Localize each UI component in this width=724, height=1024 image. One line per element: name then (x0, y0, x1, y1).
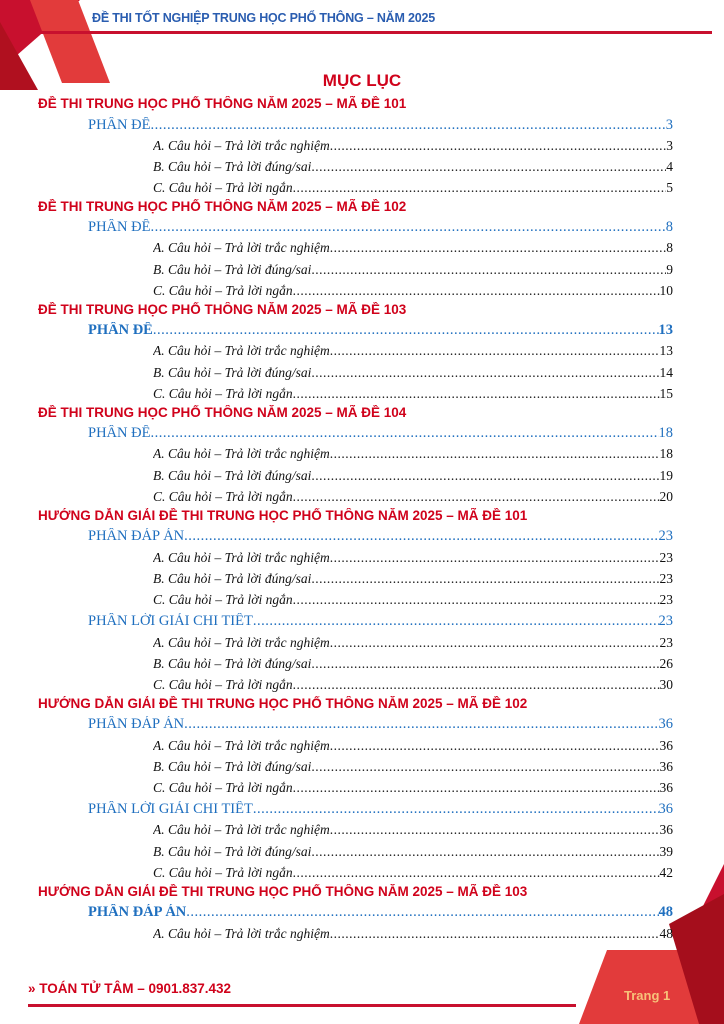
toc-entry-label: PHẦN ĐÁP ÁN (88, 716, 185, 732)
toc-leader-dots (153, 322, 659, 339)
toc-page-number: 10 (659, 283, 673, 298)
toc-entry-label: B. Câu hỏi – Trả lời đúng/sai (153, 365, 312, 380)
toc-leader-dots (330, 926, 660, 942)
toc-section-heading (38, 96, 678, 111)
toc-section-heading (38, 302, 678, 317)
toc-page-number: 23 (658, 613, 673, 629)
toc-subentry[interactable] (153, 283, 673, 299)
toc-entry-label: ĐỀ THI TRUNG HỌC PHỔ THÔNG NĂM 2025 – MÃ ĐỀ 104 (38, 405, 407, 420)
toc-section-heading (38, 884, 678, 899)
toc-leader-dots (150, 219, 665, 236)
toc-entry-label: C. Câu hỏi – Trả lời ngắn (153, 386, 293, 401)
toc-part-entry[interactable] (88, 613, 673, 630)
toc-page-number: 23 (659, 571, 673, 586)
toc-page-number: 39 (659, 844, 673, 859)
toc-subentry[interactable] (153, 571, 673, 587)
toc-part-entry[interactable] (88, 904, 673, 921)
toc-entry-label: C. Câu hỏi – Trả lời ngắn (153, 283, 293, 298)
toc-entry-label: PHẦN LỜI GIẢI CHI TIẾT (88, 613, 253, 629)
toc-subentry[interactable] (153, 343, 673, 359)
toc-subentry[interactable] (153, 386, 673, 402)
header-title: ĐỀ THI TỐT NGHIỆP TRUNG HỌC PHỔ THÔNG – NĂM 2025 (92, 11, 435, 25)
toc-page-number: 14 (659, 365, 673, 380)
toc-page-number: 19 (659, 468, 673, 483)
toc-leader-dots (293, 780, 660, 796)
footer-contact: » TOÁN TỬ TÂM – 0901.837.432 (28, 981, 232, 996)
toc-entry-label: PHẦN LỜI GIẢI CHI TIẾT (88, 801, 253, 817)
toc-leader-dots (293, 283, 660, 299)
toc-subentry[interactable] (153, 365, 673, 381)
toc-leader-dots (253, 801, 659, 818)
toc-leader-dots (330, 822, 660, 838)
toc-subentry[interactable] (153, 780, 673, 796)
toc-entry-label: A. Câu hỏi – Trả lời trắc nghiệm (153, 240, 330, 255)
toc-leader-dots (311, 159, 666, 175)
toc-leader-dots (184, 716, 658, 733)
toc-page-number: 36 (659, 759, 673, 774)
toc-entry-label: PHẦN ĐỀ (88, 425, 151, 441)
toc-entry-label: HƯỚNG DẪN GIẢI ĐỀ THI TRUNG HỌC PHỔ THÔNG NĂM 2025 – MÃ ĐỀ 102 (38, 696, 528, 711)
toc-page-number: 26 (659, 656, 673, 671)
toc-section-heading (38, 508, 678, 523)
toc-section-heading (38, 405, 678, 420)
toc-page-number: 23 (659, 635, 673, 650)
toc-entry-label: C. Câu hỏi – Trả lời ngắn (153, 592, 293, 607)
toc-page-number: 23 (659, 592, 673, 607)
toc-entry-label: A. Câu hỏi – Trả lời trắc nghiệm (153, 343, 330, 358)
toc-subentry[interactable] (153, 844, 673, 860)
toc-page-number: 23 (658, 528, 673, 544)
toc-page-number: 36 (659, 780, 673, 795)
toc-subentry[interactable] (153, 865, 673, 881)
toc-entry-label: HƯỚNG DẪN GIẢI ĐỀ THI TRUNG HỌC PHỔ THÔNG NĂM 2025 – MÃ ĐỀ 101 (38, 508, 528, 523)
toc-section-heading (38, 199, 678, 214)
toc-page-number: 13 (658, 322, 673, 338)
toc-entry-label: PHẦN ĐỀ (88, 117, 151, 133)
toc-page-number: 20 (659, 489, 673, 504)
toc-entry-label: C. Câu hỏi – Trả lời ngắn (153, 489, 293, 504)
toc-part-entry[interactable] (88, 801, 673, 818)
toc-entry-label: HƯỚNG DẪN GIẢI ĐỀ THI TRUNG HỌC PHỔ THÔNG NĂM 2025 – MÃ ĐỀ 103 (38, 884, 528, 899)
toc-entry-label: C. Câu hỏi – Trả lời ngắn (153, 677, 293, 692)
toc-entry-label: B. Câu hỏi – Trả lời đúng/sai (153, 656, 312, 671)
toc-subentry[interactable] (153, 446, 673, 462)
toc-entry-label: C. Câu hỏi – Trả lời ngắn (153, 865, 293, 880)
toc-page-number: 15 (659, 386, 673, 401)
toc-leader-dots (150, 425, 658, 442)
toc-entry-label: A. Câu hỏi – Trả lời trắc nghiệm (153, 635, 330, 650)
toc-leader-dots (330, 550, 660, 566)
toc-leader-dots (330, 240, 667, 256)
toc-entry-label: PHẦN ĐỀ (88, 219, 151, 235)
toc-entry-label: PHẦN ĐÁP ÁN (88, 904, 187, 920)
toc-entry-label: A. Câu hỏi – Trả lời trắc nghiệm (153, 138, 330, 153)
toc-page-number: 30 (659, 677, 673, 692)
toc-entry-label: B. Câu hỏi – Trả lời đúng/sai (153, 759, 312, 774)
toc-subentry[interactable] (153, 468, 673, 484)
toc-subentry[interactable] (153, 677, 673, 693)
toc-page-number: 18 (658, 425, 673, 441)
toc-page-number: 36 (659, 738, 673, 753)
toc-entry-label: B. Câu hỏi – Trả lời đúng/sai (153, 159, 312, 174)
toc-leader-dots (330, 343, 660, 359)
toc-page-number: 8 (666, 240, 673, 255)
toc-part-entry[interactable] (88, 528, 673, 545)
toc-entry-label: PHẦN ĐỀ (88, 322, 153, 338)
toc-leader-dots (150, 117, 665, 134)
toc-leader-dots (293, 489, 660, 505)
toc-subentry[interactable] (153, 138, 673, 154)
toc-leader-dots (253, 613, 659, 630)
header-divider (40, 31, 712, 34)
toc-page-number: 18 (659, 446, 673, 461)
toc-entry-label: C. Câu hỏi – Trả lời ngắn (153, 780, 293, 795)
toc-page-number: 48 (659, 926, 673, 941)
toc-page-number: 48 (658, 904, 673, 920)
toc-section-heading (38, 696, 678, 711)
toc-page-number: 42 (659, 865, 673, 880)
toc-page-number: 4 (666, 159, 673, 174)
toc-leader-dots (311, 365, 659, 381)
toc-entry-label: A. Câu hỏi – Trả lời trắc nghiệm (153, 738, 330, 753)
toc-leader-dots (293, 865, 660, 881)
toc-part-entry[interactable] (88, 219, 673, 236)
toc-page-number: 3 (665, 117, 673, 133)
toc-entry-label: ĐỀ THI TRUNG HỌC PHỔ THÔNG NĂM 2025 – MÃ ĐỀ 103 (38, 302, 407, 317)
toc-subentry[interactable] (153, 592, 673, 608)
toc-leader-dots (311, 468, 659, 484)
toc-entry-label: B. Câu hỏi – Trả lời đúng/sai (153, 844, 312, 859)
toc-subentry[interactable] (153, 489, 673, 505)
toc-leader-dots (311, 262, 666, 278)
toc-leader-dots (311, 571, 659, 587)
toc-entry-label: A. Câu hỏi – Trả lời trắc nghiệm (153, 822, 330, 837)
toc-subentry[interactable] (153, 822, 673, 838)
toc-leader-dots (293, 677, 660, 693)
toc-leader-dots (311, 759, 659, 775)
toc-leader-dots (330, 738, 660, 754)
toc-subentry[interactable] (153, 635, 673, 651)
toc-subentry[interactable] (153, 240, 673, 256)
toc-entry-label: B. Câu hỏi – Trả lời đúng/sai (153, 571, 312, 586)
toc-subentry[interactable] (153, 759, 673, 775)
toc-page-number: 13 (659, 343, 673, 358)
toc-entry-label: A. Câu hỏi – Trả lời trắc nghiệm (153, 926, 330, 941)
toc-leader-dots (330, 138, 667, 154)
toc-leader-dots (184, 528, 658, 545)
toc-page-number: 8 (665, 219, 673, 235)
toc-page-number: 36 (659, 822, 673, 837)
toc-page-number: 3 (666, 138, 673, 153)
toc-entry-label: PHẦN ĐÁP ÁN (88, 528, 185, 544)
toc-subentry[interactable] (153, 926, 673, 942)
toc-subentry[interactable] (153, 180, 673, 196)
toc-leader-dots (330, 446, 660, 462)
toc-entry-label: ĐỀ THI TRUNG HỌC PHỔ THÔNG NĂM 2025 – MÃ ĐỀ 101 (38, 96, 407, 111)
toc-subentry[interactable] (153, 159, 673, 175)
toc-part-entry[interactable] (88, 117, 673, 134)
toc-part-entry[interactable] (88, 322, 673, 339)
toc-entry-label: A. Câu hỏi – Trả lời trắc nghiệm (153, 446, 330, 461)
toc-subentry[interactable] (153, 656, 673, 672)
toc-subentry[interactable] (153, 738, 673, 754)
toc-page-number: 36 (658, 716, 673, 732)
toc-page-number: 36 (658, 801, 673, 817)
toc-leader-dots (293, 180, 667, 196)
toc-entry-label: B. Câu hỏi – Trả lời đúng/sai (153, 262, 312, 277)
page-number: Trang 1 (624, 988, 671, 1003)
toc-leader-dots (186, 904, 658, 921)
toc-leader-dots (293, 592, 660, 608)
toc-entry-label: ĐỀ THI TRUNG HỌC PHỔ THÔNG NĂM 2025 – MÃ ĐỀ 102 (38, 199, 407, 214)
toc-leader-dots (311, 844, 659, 860)
toc-subentry[interactable] (153, 550, 673, 566)
toc-entry-label: C. Câu hỏi – Trả lời ngắn (153, 180, 293, 195)
toc-page-number: 9 (666, 262, 673, 277)
toc-entry-label: A. Câu hỏi – Trả lời trắc nghiệm (153, 550, 330, 565)
toc-part-entry[interactable] (88, 716, 673, 733)
toc-leader-dots (293, 386, 660, 402)
toc-title: MỤC LỤC (322, 71, 402, 90)
toc-page-number: 23 (659, 550, 673, 565)
toc-page-number: 5 (666, 180, 673, 195)
toc-leader-dots (311, 656, 659, 672)
footer-divider (28, 1004, 576, 1007)
toc-subentry[interactable] (153, 262, 673, 278)
toc-leader-dots (330, 635, 660, 651)
toc-part-entry[interactable] (88, 425, 673, 442)
toc-entry-label: B. Câu hỏi – Trả lời đúng/sai (153, 468, 312, 483)
